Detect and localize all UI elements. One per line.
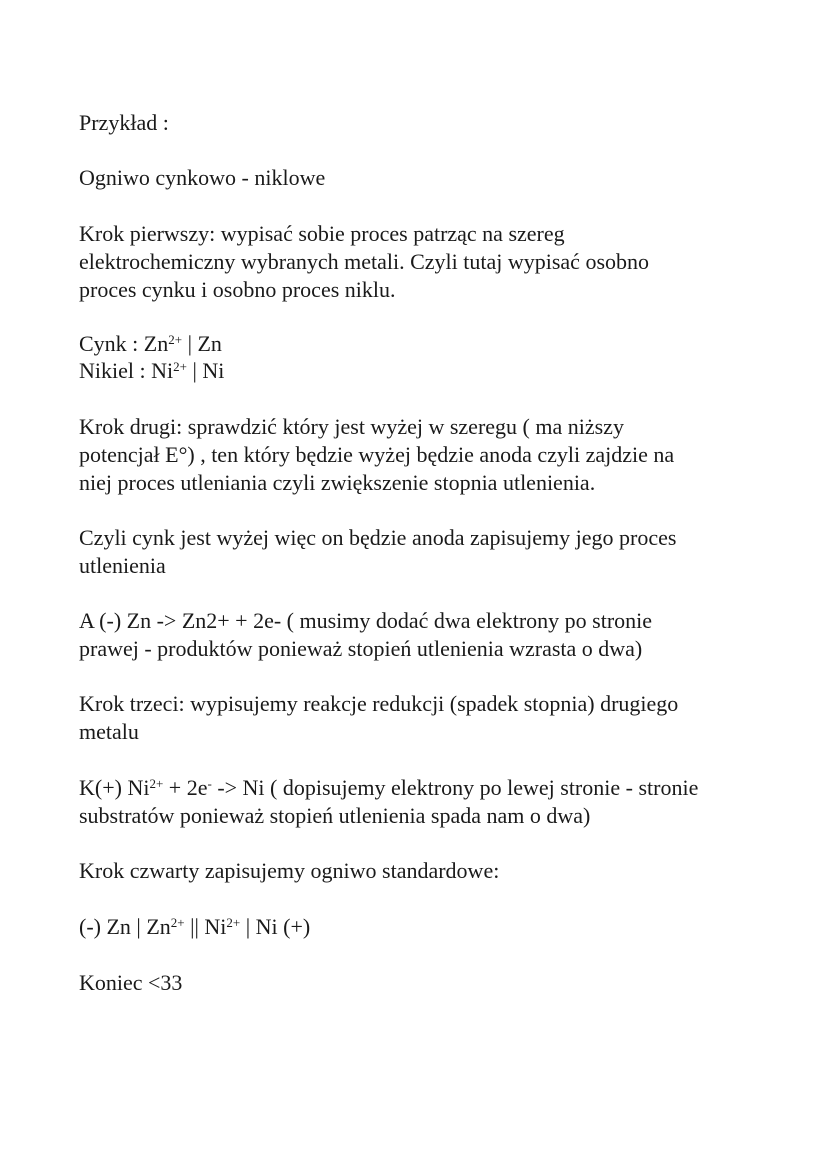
zinc-half-cell: Cynk : $Zn^{2+}$ | Zn [79, 331, 222, 356]
nickel-half-cell: Nikiel : $Ni^{2+}$ | Ni [79, 358, 225, 383]
step3-line-2: metalu [79, 719, 139, 744]
step2-line-1: Krok drugi: sprawdzić który jest wyżej w szeregu ( ma niższy [79, 414, 624, 439]
ending: Koniec <33 [79, 970, 183, 995]
conclusion-line-2: utlenienia [79, 553, 166, 578]
cell-notation: (-) Zn | $Zn^{2+}$ || $Ni^{2+}$ | Ni (+) [79, 914, 311, 939]
conclusion-line-1: Czyli cynk jest wyżej więc on będzie anoda zapisujemy jego proces [79, 525, 677, 550]
step2-line-2: potencjał E°) , ten który będzie wyżej będzie anoda czyli zajdzie na [79, 442, 675, 467]
anode-reaction-line-2: prawej - produktów ponieważ stopień utlenienia wzrasta o dwa) [79, 636, 643, 661]
cathode-reaction-line-2: substratów ponieważ stopień utlenienia spada nam o dwa) [79, 803, 591, 828]
step3-line-1: Krok trzeci: wypisujemy reakcje redukcji (spadek stopnia) drugiego [79, 691, 679, 716]
heading: Przykład : [79, 110, 169, 135]
step1-line-3: proces cynku i osobno proces niklu. [79, 277, 396, 302]
step1-line-1: Krok pierwszy: wypisać sobie proces patrząc na szereg [79, 221, 565, 246]
step1-line-2: elektrochemiczny wybranych metali. Czyli tutaj wypisać osobno [79, 249, 650, 274]
title: Ogniwo cynkowo - niklowe [79, 165, 326, 190]
step2-line-3: niej proces utleniania czyli zwiększenie stopnia utlenienia. [79, 470, 596, 495]
step4: Krok czwarty zapisujemy ogniwo standardowe: [79, 858, 500, 883]
anode-reaction-line-1: A (-) Zn -> Zn2+ + 2e- ( musimy dodać dwa elektrony po stronie [79, 608, 653, 633]
cathode-reaction-line-1: K(+) $Ni^{2+} + 2e^- -> Ni$ ( dopisujemy elektrony po lewej stronie - stronie [79, 775, 699, 800]
